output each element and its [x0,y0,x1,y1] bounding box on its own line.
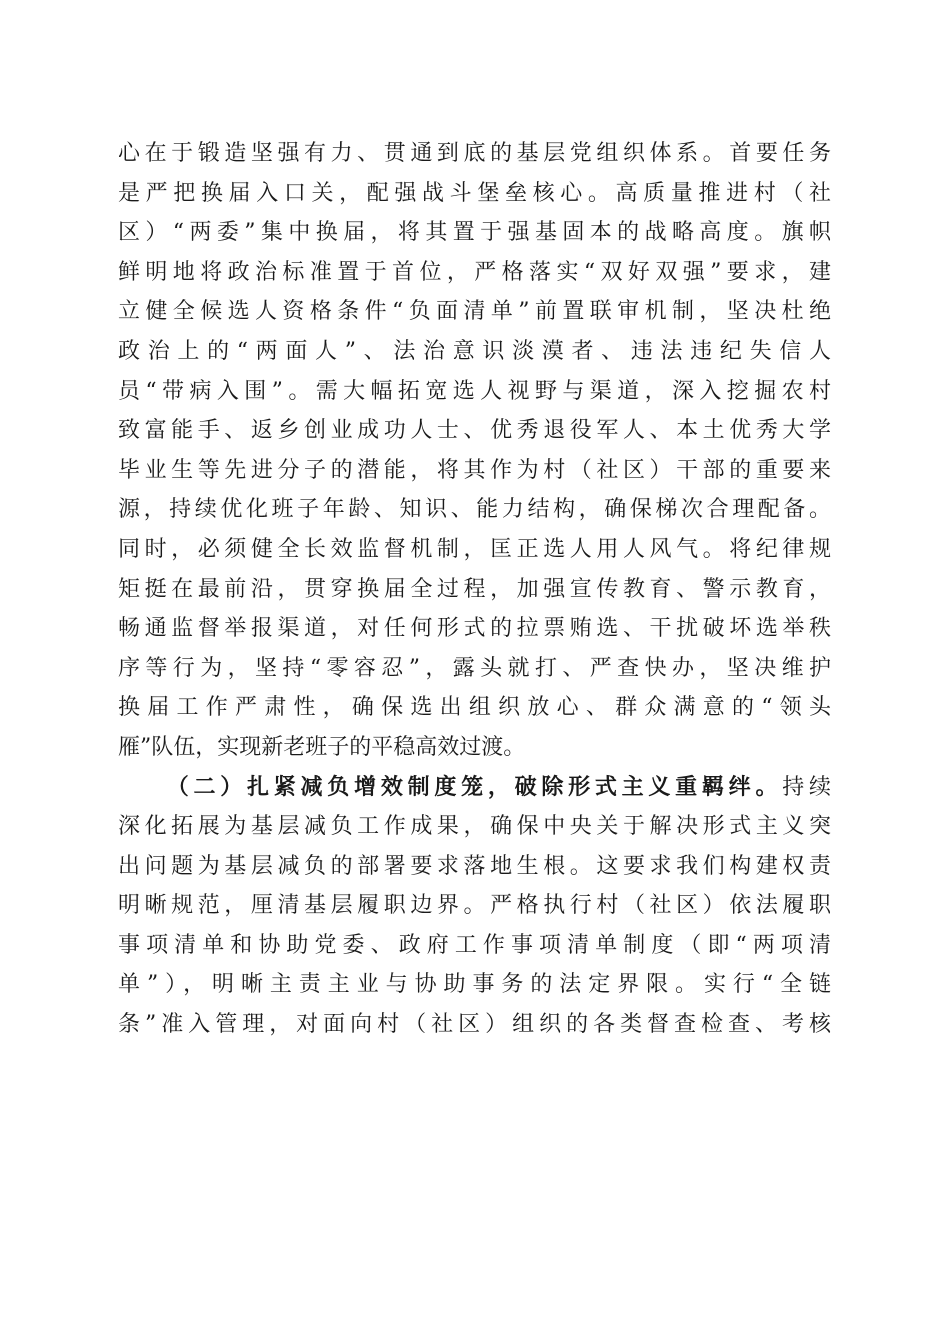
text-line: 员“带病入围”。需大幅拓宽选人视野与渠道，深入挖掘农村 [118,378,831,404]
section-heading-line [118,768,831,808]
text-line: 明晰规范，厘清基层履职边界。严格执行村（社区）依法履职 [118,893,831,919]
text-fragment: 持续 [782,774,831,800]
text-line: 政治上的“两面人”、法治意识淡漠者、违法违纪失信人 [118,338,831,364]
text-line: 同时，必须健全长效监督机制，匡正选人用人风气。将纪律规 [118,536,831,562]
text-line: 单”），明晰主责主业与协助事务的法定界限。实行“全链 [118,972,831,998]
text-line: 鲜明地将政治标准置于首位，严格落实“双好双强”要求，建 [118,259,831,285]
text-line: 心在于锻造坚强有力、贯通到底的基层党组织体系。首要任务 [118,141,831,166]
text-line: 序等行为，坚持“零容忍”，露头就打、严查快办，坚决维护 [118,655,831,681]
section-heading: （二）扎紧减负增效制度笼，破除形式主义重羁绊。 [162,773,783,800]
document-body [118,134,831,1045]
text-line: 立健全候选人资格条件“负面清单”前置联审机制，坚决杜绝 [118,299,831,325]
text-line: 致富能手、返乡创业成功人士、优秀退役军人、本土优秀大学 [118,418,831,444]
text-line: 出问题为基层减负的部署要求落地生根。这要求我们构建权责 [118,853,831,879]
text-line: 毕业生等先进分子的潜能，将其作为村（社区）干部的重要来 [118,457,831,483]
text-line: 区）“两委”集中换届，将其置于强基固本的战略高度。旗帜 [118,220,831,246]
text-line: 深化拓展为基层减负工作成果，确保中央关于解决形式主义突 [118,814,831,840]
text-line: 源，持续优化班子年龄、知识、能力结构，确保梯次合理配备。 [118,497,831,523]
text-line: 换届工作严肃性，确保选出组织放心、群众满意的“领头 [118,695,831,721]
text-line: 事项清单和协助党委、政府工作事项清单制度（即“两项清 [118,932,831,958]
text-line: 矩挺在最前沿，贯穿换届全过程，加强宣传教育、警示教育， [118,576,831,602]
text-line: 雁”队伍，实现新老班子的平稳高效过渡。 [118,734,526,760]
text-line: 条”准入管理，对面向村（社区）组织的各类督查检查、考核 [118,1012,831,1038]
text-line: 畅通监督举报渠道，对任何形式的拉票贿选、干扰破坏选举秩 [118,616,831,642]
text-line: 是严把换届入口关，配强战斗堡垒核心。高质量推进村（社 [118,180,831,206]
